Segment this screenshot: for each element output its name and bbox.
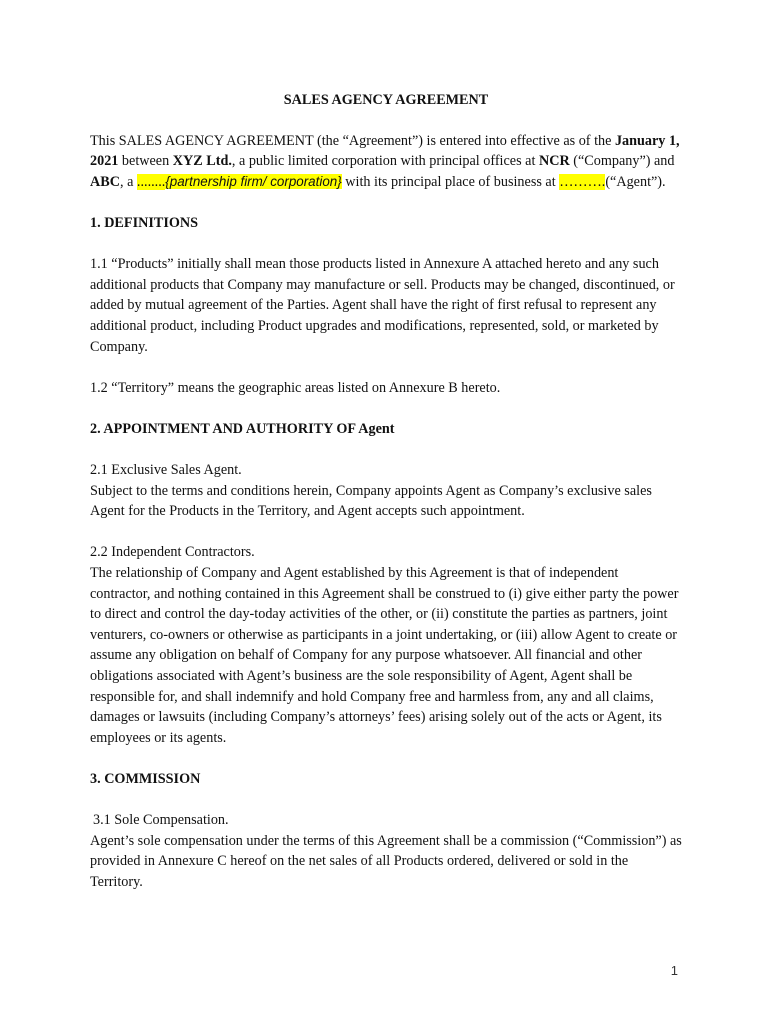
entity-type-placeholder: {partnership firm/ corporation} bbox=[165, 173, 342, 189]
clause-2-1-title: 2.1 Exclusive Sales Agent. bbox=[90, 462, 242, 479]
clause-2-2-title: 2.2 Independent Contractors. bbox=[90, 544, 255, 561]
clause-2-2 bbox=[90, 542, 682, 748]
clause-2-1-body: Subject to the terms and conditions herein, Company appoints Agent as Company’s exclusive sales Agent for the Products in the Territory, and Agent accepts such appointment. bbox=[90, 482, 652, 520]
section-heading-definitions: 1. DEFINITIONS bbox=[90, 214, 199, 231]
agent-name: ABC bbox=[90, 173, 120, 190]
intro-text: This SALES AGENCY AGREEMENT (the “Agreement”) is entered into effective as of the bbox=[90, 132, 615, 149]
clause-1-2: 1.2 “Territory” means the geographic areas listed on Annexure B hereto. bbox=[90, 379, 501, 396]
effective-date: January 1, 2021 bbox=[90, 132, 680, 170]
page-number: 1 bbox=[670, 963, 678, 978]
clause-2-2-body: The relationship of Company and Agent established by this Agreement is that of independent contractor, and nothing contained in this Agreement shall be construed to (i) give either party the power to direct and control the day-today activities of the other, or (ii) constitute the parties as partners, joint venturers, co-owners or otherwise as participants in a joint undertaking, or (iii) allow Agent to create or assume any obligation on behalf of Company for any purpose whatsoever. All financial and other obligations associated with Agent’s business are the sole responsibility of Agent, Agent shall be responsible for, and shall indemnify and hold Company free and harmless from, any and all claims, damages or lawsuits (including Company’s attorneys’ fees) arising solely out of the acts or Agent, its employees or its agents. bbox=[90, 565, 679, 746]
intro-text: , a bbox=[119, 173, 137, 190]
company-location: NCR bbox=[538, 153, 570, 170]
placeholder-dots: ........ bbox=[136, 173, 166, 190]
intro-text: (“Company”) and bbox=[569, 153, 675, 170]
company-name: XYZ Ltd. bbox=[172, 153, 232, 170]
section-heading-commission: 3. COMMISSION bbox=[90, 771, 201, 787]
intro-text: with its principal place of business at bbox=[341, 173, 560, 190]
document-body bbox=[90, 90, 682, 913]
clause-3-1-body: Agent’s sole compensation under the terms of this Agreement shall be a commission (“Commission”) as provided in Annexure C hereof on the net sales of all Products ordered, delivered or sold in the Territory. bbox=[90, 832, 682, 890]
section-heading-appointment: 2. APPOINTMENT AND AUTHORITY OF Agent bbox=[90, 420, 395, 437]
clause-3-1-title: 3.1 Sole Compensation. bbox=[93, 812, 229, 829]
intro-paragraph bbox=[90, 131, 682, 193]
clause-1-1: 1.1 “Products” initially shall mean those products listed in Annexure A attached hereto and any such additional products that Company may manufacture or sell. Products may be changed, discontinued, or added by mutual agreement of the Parties. Agent shall have the right of first refusal to represent any additional product, including Product upgrades and modifications, represented, sold, or marketed by Company. bbox=[90, 256, 675, 355]
intro-text: , a public limited corporation with principal offices at bbox=[231, 153, 539, 170]
clause-3-1 bbox=[90, 810, 682, 892]
clause-2-1 bbox=[90, 460, 682, 522]
intro-text: (“Agent”). bbox=[605, 173, 666, 190]
document-title: SALES AGENCY AGREEMENT bbox=[283, 92, 489, 108]
address-placeholder: ………. bbox=[559, 173, 606, 190]
intro-text: between bbox=[118, 153, 173, 170]
